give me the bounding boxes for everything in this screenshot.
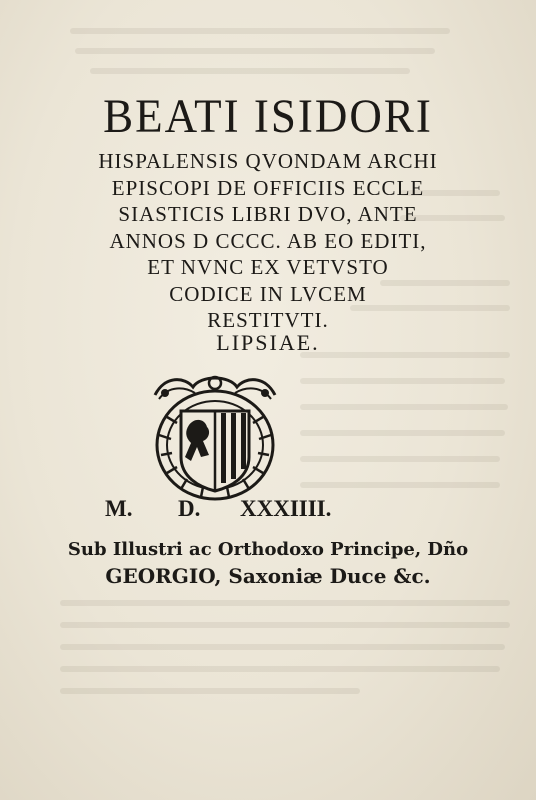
title-line: HISPALENSIS QVONDAM ARCHI — [98, 149, 438, 173]
title-line: SIASTICIS LIBRI DVO, ANTE — [118, 202, 418, 226]
title-line: EPISCOPI DE OFFICIIS ECCLE — [111, 175, 425, 200]
imprint-date — [0, 496, 536, 526]
title-line: ANNOS D CCCC. AB EO EDITI, — [109, 228, 427, 253]
title-block — [0, 89, 536, 334]
title-main: BEATI ISIDORI — [103, 89, 433, 143]
title-line: ET NVNC EX VETVSTO — [147, 255, 389, 279]
imprint-dedication — [0, 536, 536, 590]
imprint-line-2: GEORGIO, Saxoniæ Duce &c. — [105, 564, 431, 588]
imprint-line-1: Sub Illustri ac Orthodoxo Principe, Dño — [67, 539, 469, 560]
imprint-place: LIPSIAE. — [216, 330, 320, 355]
date-year: XXXIIII. — [240, 496, 332, 521]
printers-mark-icon — [145, 365, 285, 505]
date-m: M. — [105, 496, 133, 521]
title-line: RESTITVTI. — [207, 308, 329, 332]
title-line: CODICE IN LVCEM — [169, 281, 367, 306]
date-d: D. — [178, 496, 201, 521]
